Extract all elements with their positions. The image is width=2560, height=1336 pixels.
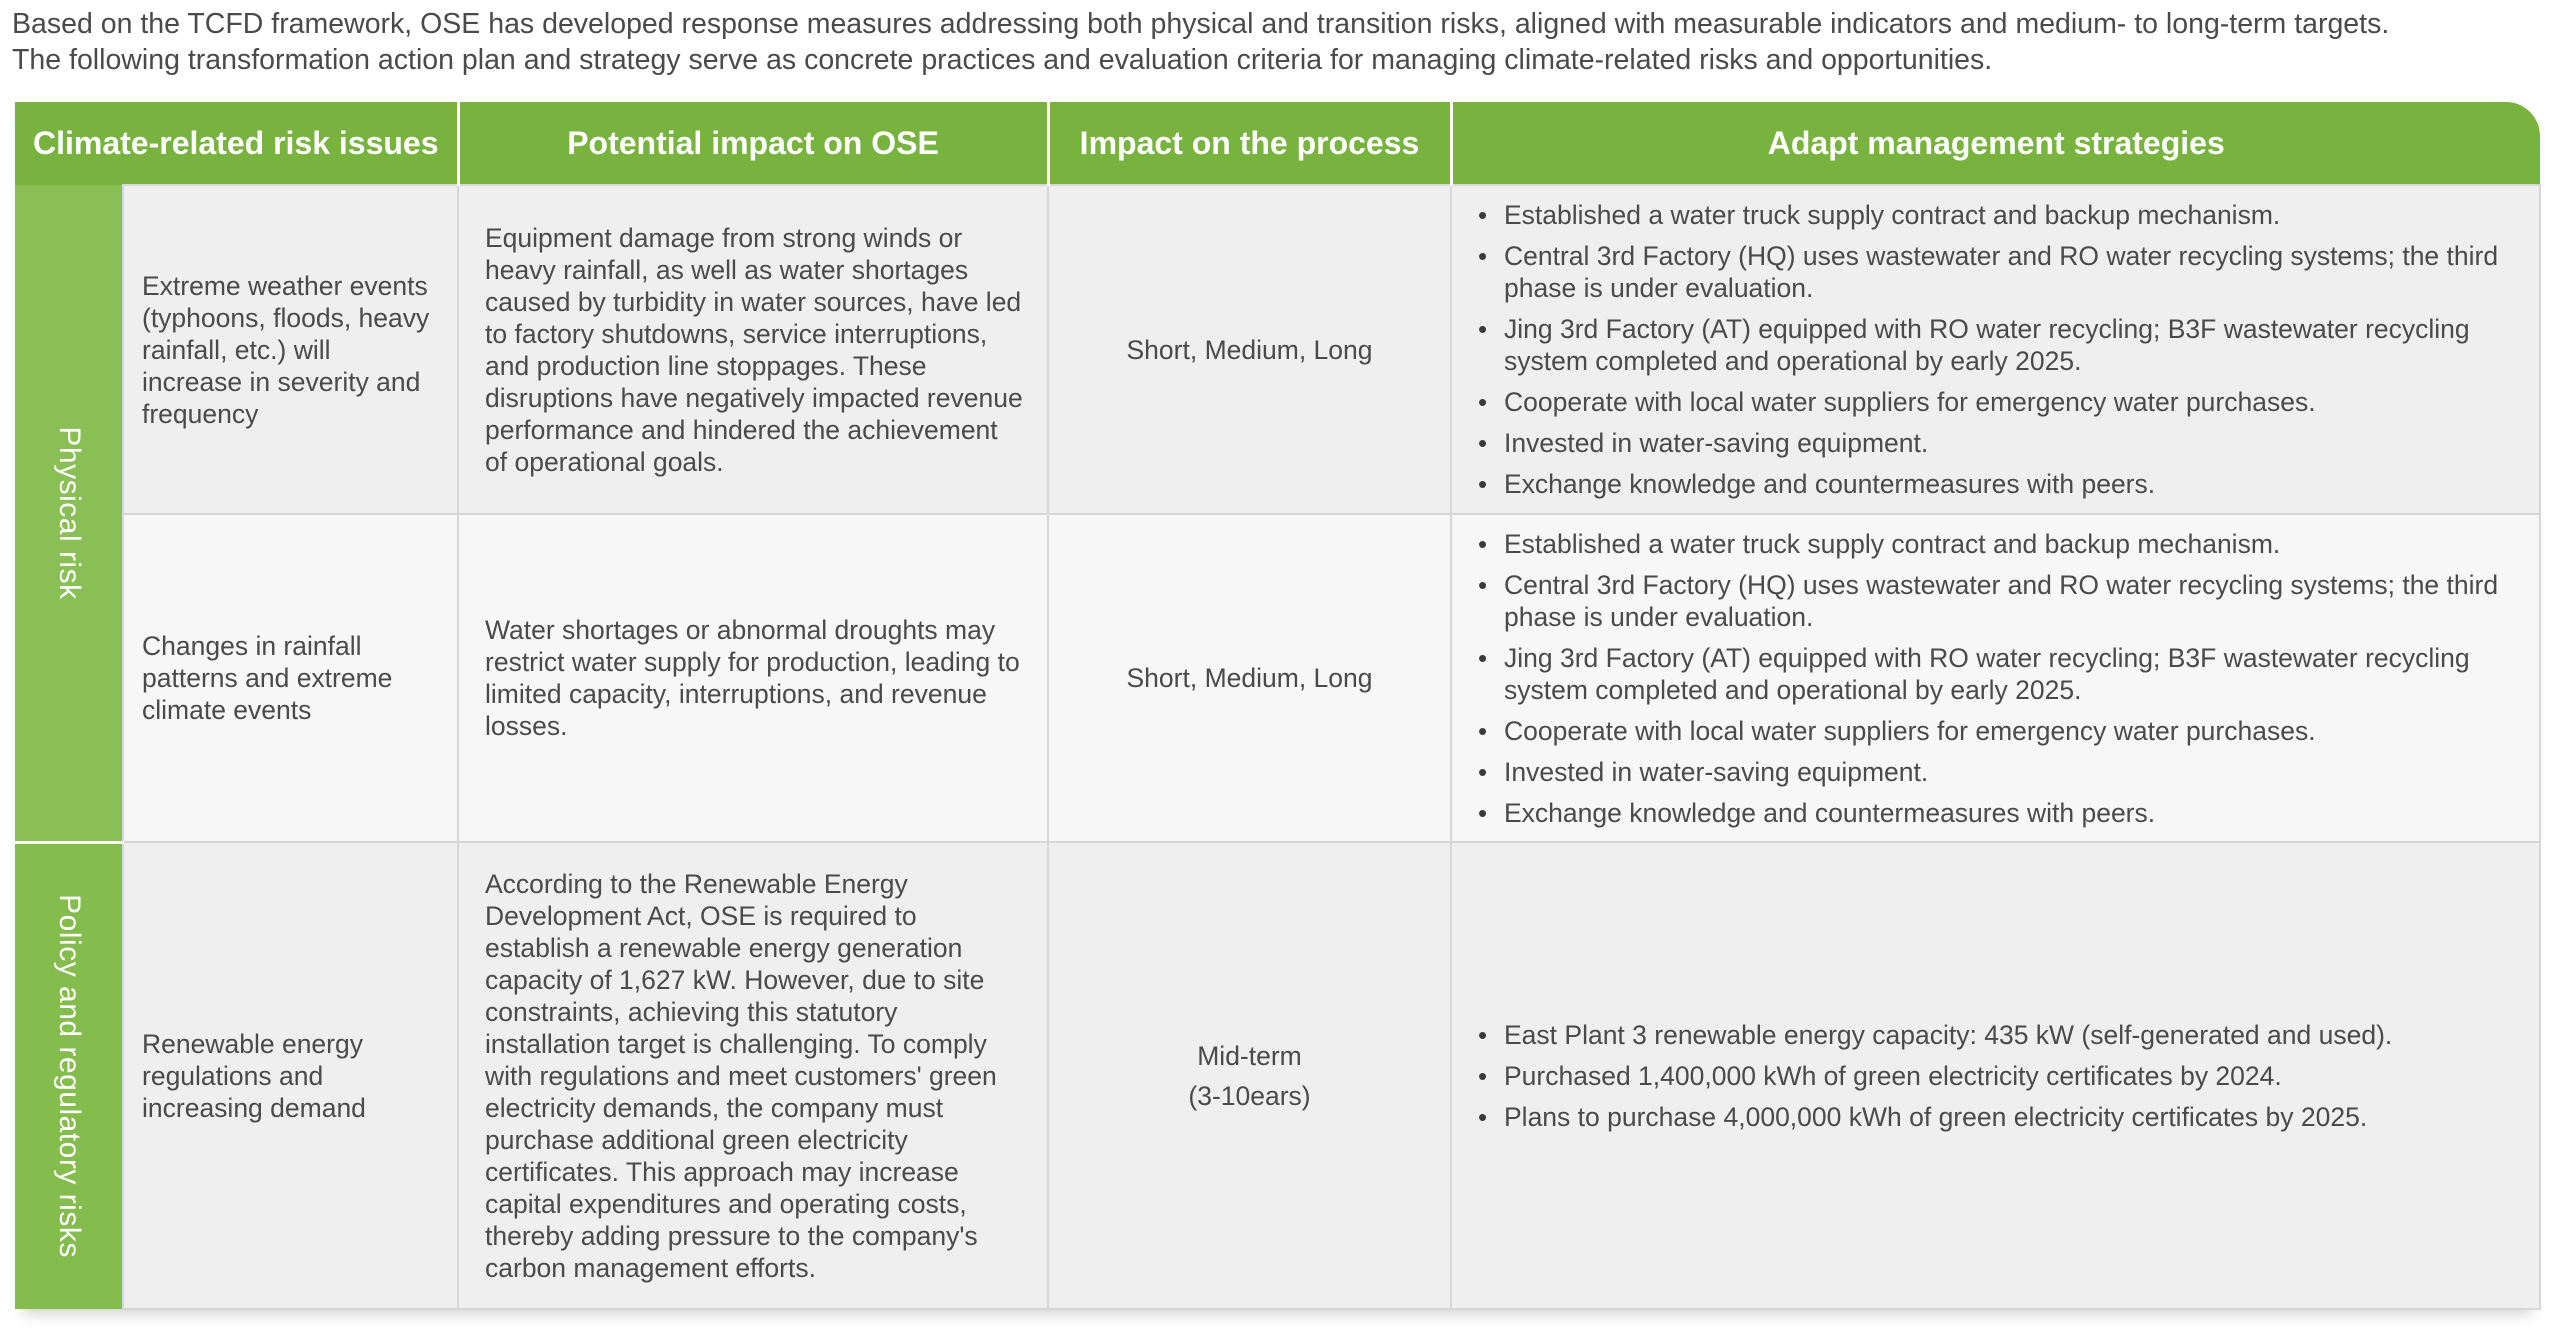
impact-range: (3-10ears)	[1188, 1080, 1311, 1111]
list-item: • Invested in water-saving equipment.	[1476, 427, 2519, 459]
impact-term: Mid-term	[1197, 1040, 1302, 1071]
list-item: • Cooperate with local water suppliers for emergency water purchases.	[1476, 715, 2519, 747]
list-item: • Cooperate with local water suppliers for emergency water purchases.	[1476, 386, 2519, 418]
table-row	[15, 185, 2540, 514]
header-potential-impact: Potential impact on OSE	[458, 102, 1048, 185]
potential-impact-cell: Equipment damage from strong winds or heavy rainfall, as well as water shortages caused by turbidity in water sources, have led to factory shutdowns, service interruptions, and production line stoppages. These disruptions have negatively impacted revenue performance and hindered the achievement of operational goals.	[458, 185, 1048, 514]
climate-risk-table-container	[15, 102, 2540, 1308]
category-label: Physical risk	[52, 426, 86, 600]
table-header-row	[15, 102, 2540, 185]
strategies-cell	[1451, 185, 2540, 514]
strategies-cell	[1451, 514, 2540, 842]
list-item: • Central 3rd Factory (HQ) uses wastewater and RO water recycling systems; the third phase is under evaluation.	[1476, 240, 2519, 304]
risk-issue-cell: Renewable energy regulations and increasing demand	[123, 842, 458, 1309]
table-row	[15, 842, 2540, 1309]
list-item: • Central 3rd Factory (HQ) uses wastewater and RO water recycling systems; the third phase is under evaluation.	[1476, 569, 2519, 633]
table-row	[15, 514, 2540, 842]
list-item: • Plans to purchase 4,000,000 kWh of green electricity certificates by 2025.	[1476, 1101, 2519, 1133]
list-item: • Purchased 1,400,000 kWh of green electricity certificates by 2024.	[1476, 1060, 2519, 1092]
impact-process-cell	[1048, 842, 1451, 1309]
intro-line-1: Based on the TCFD framework, OSE has developed response measures addressing both physical and transition risks, aligned with measurable indicators and medium- to long-term targets.	[12, 8, 2390, 40]
list-item: • Exchange knowledge and countermeasures with peers.	[1476, 468, 2519, 500]
list-item: • East Plant 3 renewable energy capacity: 435 kW (self-generated and used).	[1476, 1019, 2519, 1051]
potential-impact-cell: According to the Renewable Energy Development Act, OSE is required to establish a renewable energy generation capacity of 1,627 kW. However, due to site constraints, achieving this statutory installation target is challenging. To comply with regulations and meet customers' green electricity demands, the company must purchase additional green electricity certificates. This approach may increase capital expenditures and operating costs, thereby adding pressure to the company's carbon management efforts.	[458, 842, 1048, 1309]
climate-risk-table	[15, 102, 2541, 1310]
impact-process-cell: Short, Medium, Long	[1048, 514, 1451, 842]
header-strategies: Adapt management strategies	[1451, 102, 2540, 185]
list-item: • Jing 3rd Factory (AT) equipped with RO water recycling; B3F wastewater recycling system completed and operational by early 2025.	[1476, 642, 2519, 706]
list-item: • Exchange knowledge and countermeasures with peers.	[1476, 797, 2519, 829]
intro-line-2: The following transformation action plan and strategy serve as concrete practices and evaluation criteria for managing climate-related risks and opportunities.	[12, 44, 1993, 76]
header-impact-process: Impact on the process	[1048, 102, 1451, 185]
header-risk-issues: Climate-related risk issues	[15, 102, 458, 185]
list-item: • Established a water truck supply contract and backup mechanism.	[1476, 199, 2519, 231]
category-physical-risk	[15, 185, 123, 842]
risk-issue-cell: Changes in rainfall patterns and extreme climate events	[123, 514, 458, 842]
category-label: Policy and regulatory risks	[52, 894, 86, 1259]
list-item: • Jing 3rd Factory (AT) equipped with RO water recycling; B3F wastewater recycling system completed and operational by early 2025.	[1476, 313, 2519, 377]
strategies-list	[1476, 199, 2519, 500]
strategies-list	[1476, 1019, 2519, 1133]
list-item: • Invested in water-saving equipment.	[1476, 756, 2519, 788]
risk-issue-cell: Extreme weather events (typhoons, floods, heavy rainfall, etc.) will increase in severity and frequency	[123, 185, 458, 514]
list-item: • Established a water truck supply contract and backup mechanism.	[1476, 528, 2519, 560]
intro-text	[12, 6, 2552, 78]
category-policy-regulatory-risks	[15, 842, 123, 1309]
impact-process-cell: Short, Medium, Long	[1048, 185, 1451, 514]
potential-impact-cell: Water shortages or abnormal droughts may restrict water supply for production, leading to limited capacity, interruptions, and revenue losses.	[458, 514, 1048, 842]
strategies-list	[1476, 528, 2519, 829]
strategies-cell	[1451, 842, 2540, 1309]
